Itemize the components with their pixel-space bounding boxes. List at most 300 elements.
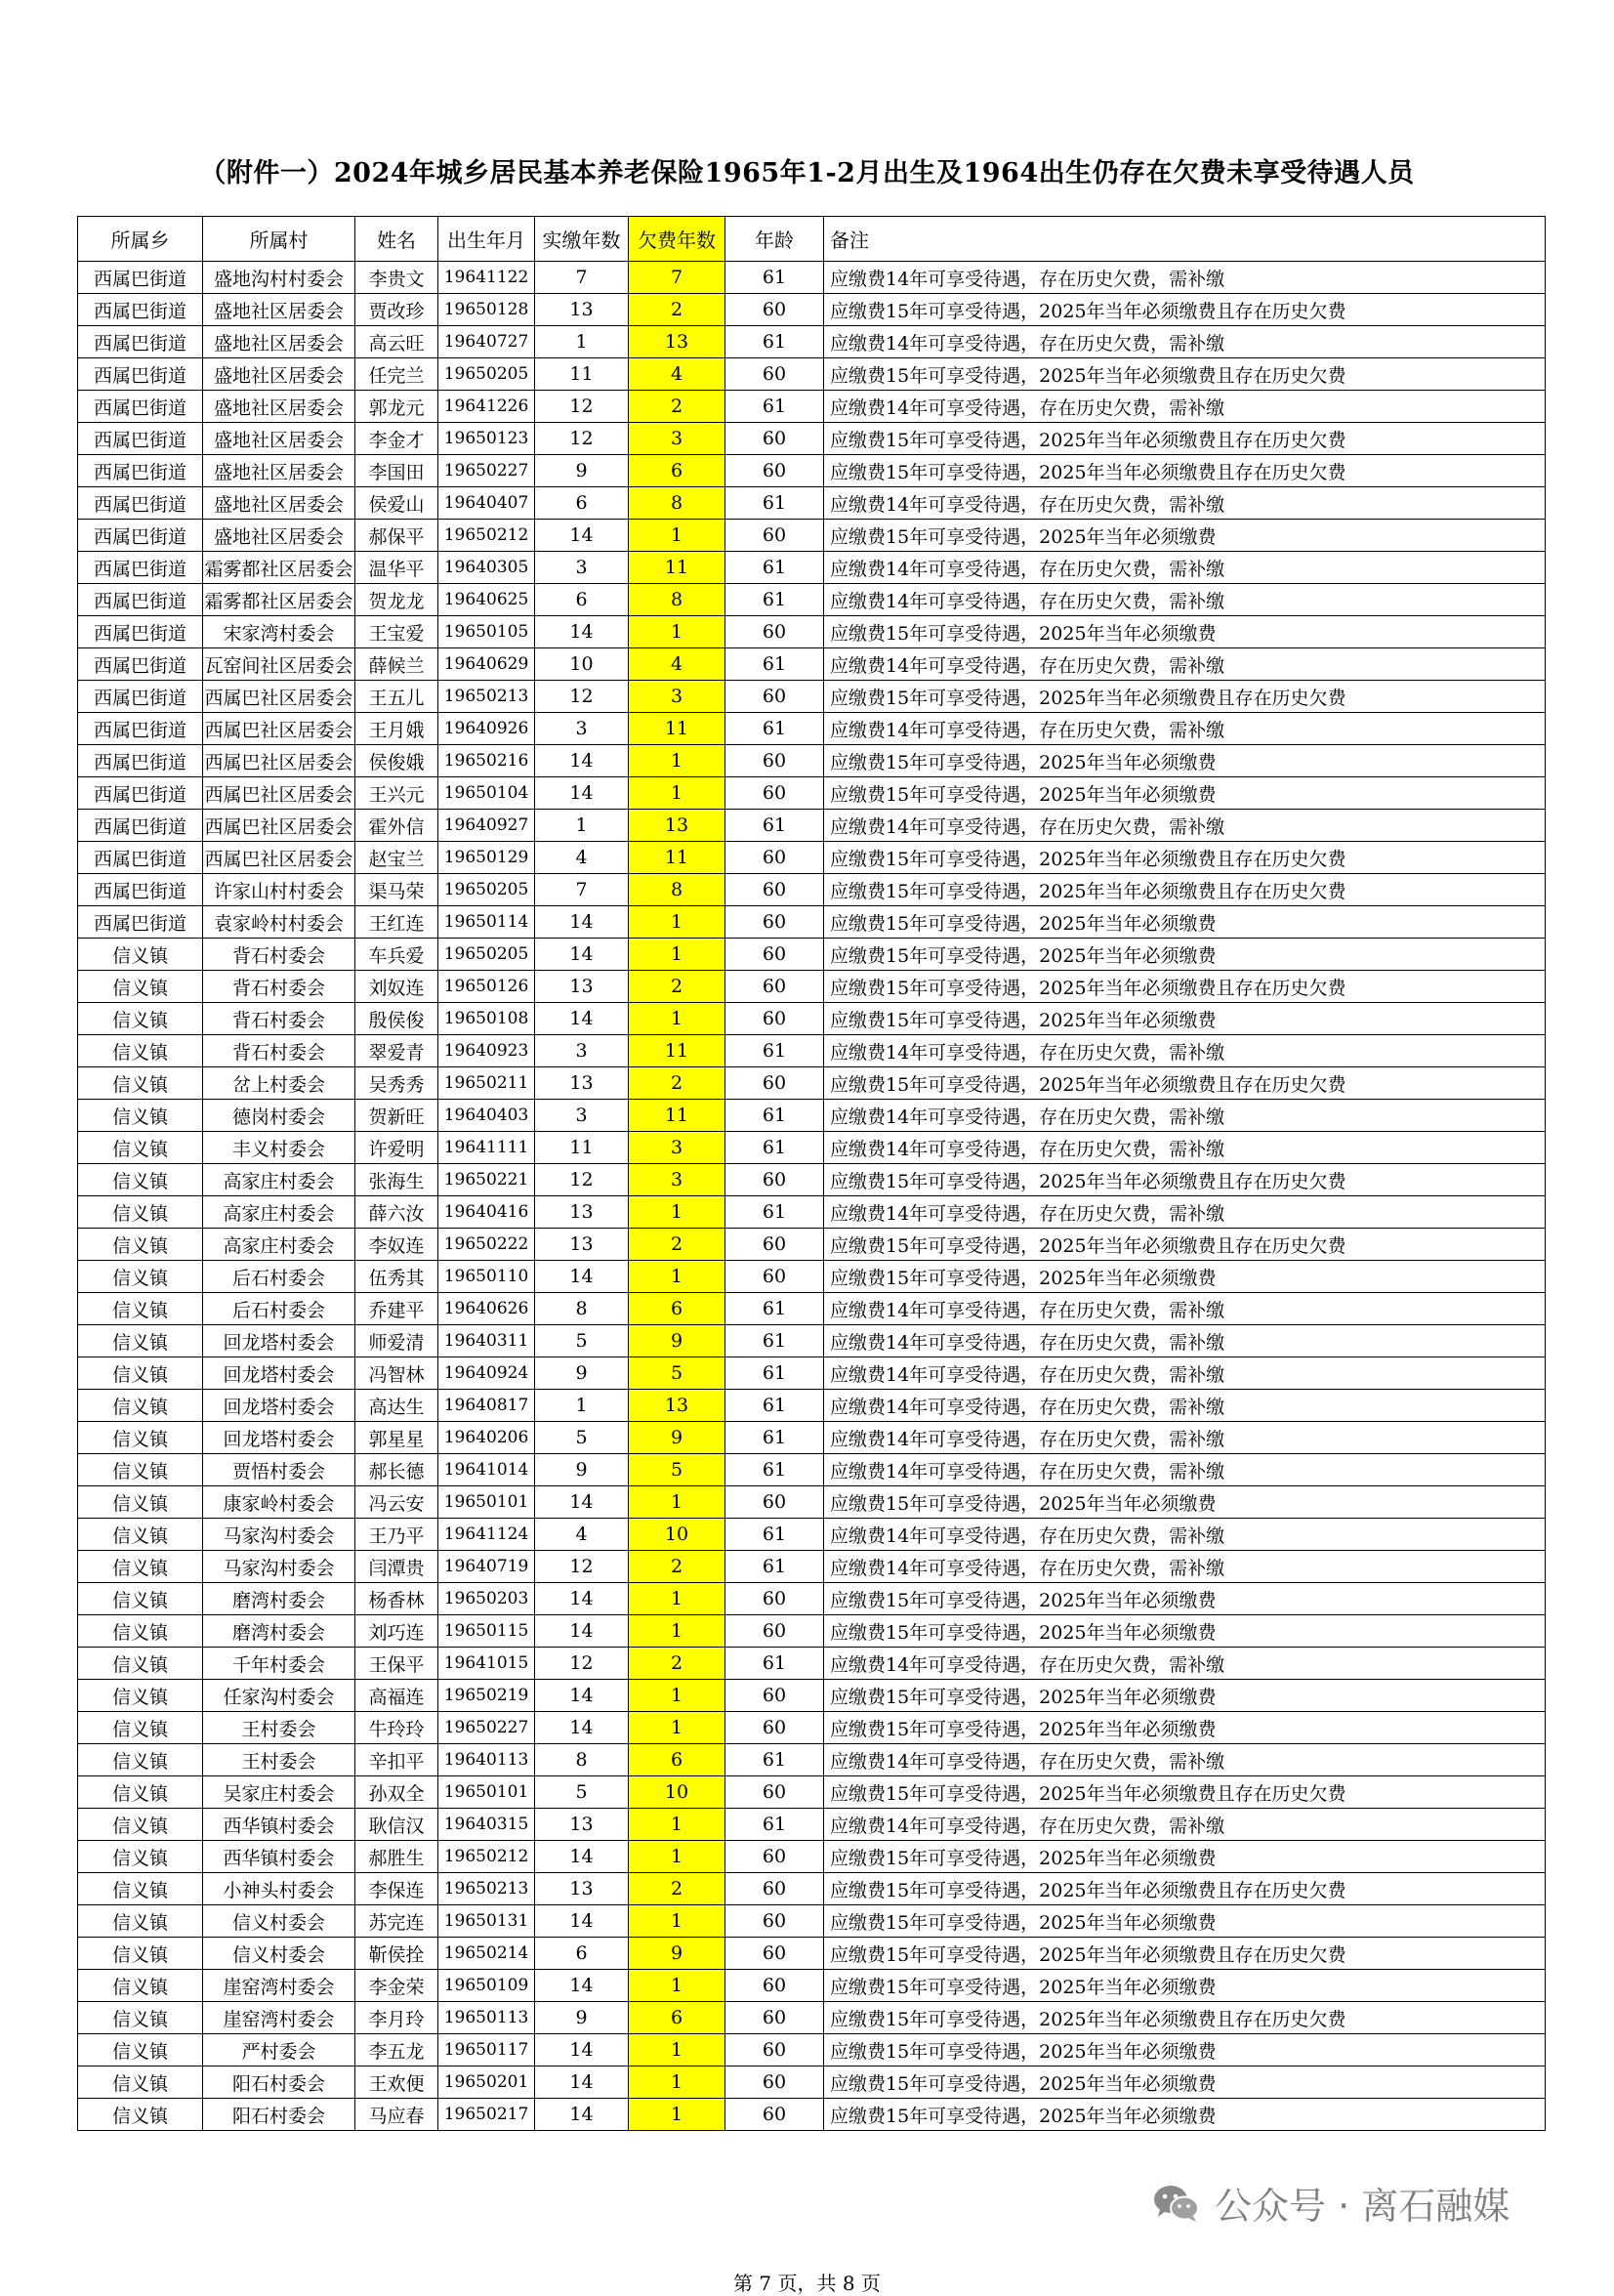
paid-years-cell: 3	[535, 713, 629, 745]
village-cell: 后石村委会	[203, 1293, 355, 1325]
name-cell: 王保平	[355, 1648, 438, 1680]
birth-cell: 19650117	[438, 2034, 535, 2066]
paid-years-cell: 8	[535, 1293, 629, 1325]
table-row	[78, 584, 1546, 616]
village-cell: 霜雾都社区居委会	[203, 584, 355, 616]
township-cell: 信义镇	[78, 2002, 203, 2034]
remark-cell: 应缴费15年可享受待遇，2025年当年必须缴费	[824, 1583, 1546, 1615]
page-footer: 第 7 页，共 8 页	[733, 2272, 881, 2295]
remark-cell: 应缴费14年可享受待遇，存在历史欠费，需补缴	[824, 262, 1546, 294]
name-cell: 闫潭贵	[355, 1551, 438, 1583]
remark-cell: 应缴费14年可享受待遇，存在历史欠费，需补缴	[824, 326, 1546, 358]
age-cell: 60	[725, 2066, 824, 2099]
township-cell: 信义镇	[78, 1712, 203, 1744]
age-cell: 60	[725, 971, 824, 1003]
name-cell: 王宝爱	[355, 616, 438, 648]
village-cell: 高家庄村委会	[203, 1196, 355, 1229]
remark-cell: 应缴费15年可享受待遇，2025年当年必须缴费	[824, 1003, 1546, 1035]
name-cell: 高福连	[355, 1680, 438, 1712]
age-cell: 60	[725, 1841, 824, 1873]
paid-years-cell: 11	[535, 358, 629, 391]
township-cell: 信义镇	[78, 2066, 203, 2099]
birth-cell: 19650101	[438, 1776, 535, 1809]
age-cell: 60	[725, 1229, 824, 1261]
arrears-years-cell: 2	[629, 1873, 725, 1905]
remark-cell: 应缴费15年可享受待遇，2025年当年必须缴费且存在历史欠费	[824, 358, 1546, 391]
table-row	[78, 2034, 1546, 2066]
table-row	[78, 326, 1546, 358]
age-cell: 60	[725, 1873, 824, 1905]
paid-years-cell: 14	[535, 1583, 629, 1615]
village-cell: 许家山村村委会	[203, 874, 355, 906]
birth-cell: 19640315	[438, 1809, 535, 1841]
arrears-years-cell: 1	[629, 1583, 725, 1615]
remark-cell: 应缴费15年可享受待遇，2025年当年必须缴费	[824, 745, 1546, 777]
arrears-years-cell: 11	[629, 1100, 725, 1132]
township-cell: 西属巴街道	[78, 584, 203, 616]
remark-cell: 应缴费14年可享受待遇，存在历史欠费，需补缴	[824, 713, 1546, 745]
arrears-years-cell: 9	[629, 1325, 725, 1357]
name-cell: 任完兰	[355, 358, 438, 391]
name-cell: 冯智林	[355, 1357, 438, 1390]
paid-years-cell: 6	[535, 1938, 629, 1970]
header-village: 所属村	[203, 217, 355, 262]
table-row	[78, 1519, 1546, 1551]
remark-cell: 应缴费14年可享受待遇，存在历史欠费，需补缴	[824, 1551, 1546, 1583]
birth-cell: 19640113	[438, 1744, 535, 1776]
remark-cell: 应缴费15年可享受待遇，2025年当年必须缴费且存在历史欠费	[824, 971, 1546, 1003]
age-cell: 61	[725, 1390, 824, 1422]
age-cell: 60	[725, 1615, 824, 1648]
township-cell: 信义镇	[78, 1293, 203, 1325]
township-cell: 西属巴街道	[78, 616, 203, 648]
village-cell: 后石村委会	[203, 1261, 355, 1293]
paid-years-cell: 14	[535, 1261, 629, 1293]
township-cell: 西属巴街道	[78, 552, 203, 584]
birth-cell: 19640719	[438, 1551, 535, 1583]
name-cell: 吴秀秀	[355, 1067, 438, 1100]
paid-years-cell: 3	[535, 1100, 629, 1132]
name-cell: 薛候兰	[355, 648, 438, 681]
arrears-years-cell: 1	[629, 1615, 725, 1648]
table-row	[78, 745, 1546, 777]
age-cell: 60	[725, 874, 824, 906]
village-cell: 袁家岭村村委会	[203, 906, 355, 939]
village-cell: 霜雾都社区居委会	[203, 552, 355, 584]
township-cell: 信义镇	[78, 1132, 203, 1164]
paid-years-cell: 4	[535, 842, 629, 874]
birth-cell: 19650115	[438, 1615, 535, 1648]
paid-years-cell: 9	[535, 2002, 629, 2034]
name-cell: 薛六汝	[355, 1196, 438, 1229]
birth-cell: 19650227	[438, 1712, 535, 1744]
table-row	[78, 391, 1546, 423]
township-cell: 信义镇	[78, 1873, 203, 1905]
paid-years-cell: 14	[535, 1712, 629, 1744]
table-row	[78, 294, 1546, 326]
name-cell: 高云旺	[355, 326, 438, 358]
name-cell: 贾改珍	[355, 294, 438, 326]
remark-cell: 应缴费15年可享受待遇，2025年当年必须缴费	[824, 520, 1546, 552]
age-cell: 60	[725, 423, 824, 455]
remark-cell: 应缴费14年可享受待遇，存在历史欠费，需补缴	[824, 1100, 1546, 1132]
paid-years-cell: 14	[535, 616, 629, 648]
village-cell: 盛地社区居委会	[203, 520, 355, 552]
village-cell: 高家庄村委会	[203, 1229, 355, 1261]
remark-cell: 应缴费15年可享受待遇，2025年当年必须缴费	[824, 1841, 1546, 1873]
birth-cell: 19640926	[438, 713, 535, 745]
table-row	[78, 1970, 1546, 2002]
age-cell: 60	[725, 1712, 824, 1744]
age-cell: 61	[725, 326, 824, 358]
township-cell: 信义镇	[78, 1003, 203, 1035]
age-cell: 60	[725, 1583, 824, 1615]
paid-years-cell: 9	[535, 1357, 629, 1390]
birth-cell: 19640407	[438, 487, 535, 520]
village-cell: 严村委会	[203, 2034, 355, 2066]
paid-years-cell: 14	[535, 1905, 629, 1938]
village-cell: 高家庄村委会	[203, 1164, 355, 1196]
remark-cell: 应缴费14年可享受待遇，存在历史欠费，需补缴	[824, 1744, 1546, 1776]
township-cell: 西属巴街道	[78, 906, 203, 939]
birth-cell: 19650110	[438, 1261, 535, 1293]
table-row	[78, 1132, 1546, 1164]
township-cell: 信义镇	[78, 1261, 203, 1293]
remark-cell: 应缴费14年可享受待遇，存在历史欠费，需补缴	[824, 1035, 1546, 1067]
table-row	[78, 1357, 1546, 1390]
table-row	[78, 1003, 1546, 1035]
remark-cell: 应缴费14年可享受待遇，存在历史欠费，需补缴	[824, 1357, 1546, 1390]
village-cell: 背石村委会	[203, 1003, 355, 1035]
village-cell: 盛地社区居委会	[203, 294, 355, 326]
paid-years-cell: 14	[535, 777, 629, 810]
birth-cell: 19650205	[438, 874, 535, 906]
arrears-years-cell: 1	[629, 2034, 725, 2066]
village-cell: 西属巴社区居委会	[203, 810, 355, 842]
arrears-years-cell: 13	[629, 810, 725, 842]
table-row	[78, 616, 1546, 648]
paid-years-cell: 14	[535, 906, 629, 939]
name-cell: 乔建平	[355, 1293, 438, 1325]
arrears-years-cell: 1	[629, 1970, 725, 2002]
township-cell: 信义镇	[78, 1164, 203, 1196]
arrears-years-cell: 8	[629, 584, 725, 616]
birth-cell: 19641124	[438, 1519, 535, 1551]
birth-cell: 19650212	[438, 520, 535, 552]
age-cell: 60	[725, 842, 824, 874]
remark-cell: 应缴费15年可享受待遇，2025年当年必须缴费且存在历史欠费	[824, 2002, 1546, 2034]
village-cell: 回龙塔村委会	[203, 1422, 355, 1454]
village-cell: 回龙塔村委会	[203, 1390, 355, 1422]
remark-cell: 应缴费15年可享受待遇，2025年当年必须缴费且存在历史欠费	[824, 1873, 1546, 1905]
township-cell: 信义镇	[78, 1680, 203, 1712]
village-cell: 西属巴社区居委会	[203, 681, 355, 713]
arrears-years-cell: 2	[629, 1067, 725, 1100]
age-cell: 60	[725, 1067, 824, 1100]
table-row	[78, 1648, 1546, 1680]
arrears-years-cell: 2	[629, 1648, 725, 1680]
birth-cell: 19650227	[438, 455, 535, 487]
table-row	[78, 971, 1546, 1003]
age-cell: 60	[725, 1164, 824, 1196]
village-cell: 康家岭村委会	[203, 1486, 355, 1519]
age-cell: 60	[725, 1938, 824, 1970]
age-cell: 60	[725, 1970, 824, 2002]
arrears-years-cell: 6	[629, 2002, 725, 2034]
age-cell: 61	[725, 262, 824, 294]
birth-cell: 19650113	[438, 2002, 535, 2034]
paid-years-cell: 14	[535, 1680, 629, 1712]
wechat-icon	[1152, 2183, 1201, 2224]
table-row	[78, 2066, 1546, 2099]
name-cell: 王兴元	[355, 777, 438, 810]
arrears-years-cell: 8	[629, 487, 725, 520]
township-cell: 西属巴街道	[78, 842, 203, 874]
paid-years-cell: 10	[535, 648, 629, 681]
name-cell: 冯云安	[355, 1486, 438, 1519]
remark-cell: 应缴费14年可享受待遇，存在历史欠费，需补缴	[824, 1519, 1546, 1551]
age-cell: 61	[725, 1100, 824, 1132]
arrears-years-cell: 6	[629, 1744, 725, 1776]
village-cell: 岔上村委会	[203, 1067, 355, 1100]
birth-cell: 19650222	[438, 1229, 535, 1261]
table-row	[78, 1583, 1546, 1615]
remark-cell: 应缴费14年可享受待遇，存在历史欠费，需补缴	[824, 552, 1546, 584]
township-cell: 信义镇	[78, 1648, 203, 1680]
birth-cell: 19640206	[438, 1422, 535, 1454]
table-row	[78, 1100, 1546, 1132]
remark-cell: 应缴费15年可享受待遇，2025年当年必须缴费且存在历史欠费	[824, 1067, 1546, 1100]
village-cell: 盛地社区居委会	[203, 423, 355, 455]
township-cell: 信义镇	[78, 939, 203, 971]
remark-cell: 应缴费15年可享受待遇，2025年当年必须缴费	[824, 2034, 1546, 2066]
village-cell: 回龙塔村委会	[203, 1357, 355, 1390]
village-cell: 盛地社区居委会	[203, 455, 355, 487]
village-cell: 贾悟村委会	[203, 1454, 355, 1486]
name-cell: 耿信汉	[355, 1809, 438, 1841]
remark-cell: 应缴费15年可享受待遇，2025年当年必须缴费	[824, 1615, 1546, 1648]
birth-cell: 19640311	[438, 1325, 535, 1357]
village-cell: 千年村委会	[203, 1648, 355, 1680]
birth-cell: 19650131	[438, 1905, 535, 1938]
arrears-years-cell: 3	[629, 681, 725, 713]
table-row	[78, 1551, 1546, 1583]
table-row	[78, 455, 1546, 487]
name-cell: 郝长德	[355, 1454, 438, 1486]
township-cell: 信义镇	[78, 1583, 203, 1615]
name-cell: 王红连	[355, 906, 438, 939]
table-row	[78, 1809, 1546, 1841]
remark-cell: 应缴费15年可享受待遇，2025年当年必须缴费	[824, 906, 1546, 939]
paid-years-cell: 14	[535, 2034, 629, 2066]
village-cell: 马家沟村委会	[203, 1519, 355, 1551]
age-cell: 60	[725, 2034, 824, 2066]
header-arrears-years: 欠费年数	[629, 217, 725, 262]
paid-years-cell: 14	[535, 2066, 629, 2099]
paid-years-cell: 13	[535, 1873, 629, 1905]
age-cell: 61	[725, 552, 824, 584]
village-cell: 盛地沟村村委会	[203, 262, 355, 294]
paid-years-cell: 11	[535, 1132, 629, 1164]
village-cell: 西属巴社区居委会	[203, 777, 355, 810]
arrears-years-cell: 13	[629, 326, 725, 358]
arrears-years-cell: 11	[629, 552, 725, 584]
age-cell: 61	[725, 1744, 824, 1776]
birth-cell: 19640629	[438, 648, 535, 681]
name-cell: 李金荣	[355, 1970, 438, 2002]
name-cell: 高达生	[355, 1390, 438, 1422]
birth-cell: 19641226	[438, 391, 535, 423]
table-row	[78, 1744, 1546, 1776]
name-cell: 郝保平	[355, 520, 438, 552]
age-cell: 60	[725, 616, 824, 648]
remark-cell: 应缴费15年可享受待遇，2025年当年必须缴费	[824, 1261, 1546, 1293]
paid-years-cell: 9	[535, 455, 629, 487]
birth-cell: 19650129	[438, 842, 535, 874]
arrears-years-cell: 1	[629, 1680, 725, 1712]
arrears-years-cell: 3	[629, 1164, 725, 1196]
table-row	[78, 1938, 1546, 1970]
paid-years-cell: 12	[535, 423, 629, 455]
name-cell: 李五龙	[355, 2034, 438, 2066]
arrears-years-cell: 11	[629, 842, 725, 874]
village-cell: 崖窑湾村委会	[203, 1970, 355, 2002]
arrears-years-cell: 13	[629, 1390, 725, 1422]
remark-cell: 应缴费15年可享受待遇，2025年当年必须缴费且存在历史欠费	[824, 681, 1546, 713]
table-row	[78, 1067, 1546, 1100]
age-cell: 61	[725, 1519, 824, 1551]
remark-cell: 应缴费15年可享受待遇，2025年当年必须缴费且存在历史欠费	[824, 842, 1546, 874]
arrears-years-cell: 4	[629, 648, 725, 681]
paid-years-cell: 3	[535, 1035, 629, 1067]
paid-years-cell: 12	[535, 391, 629, 423]
remark-cell: 应缴费15年可享受待遇，2025年当年必须缴费且存在历史欠费	[824, 1229, 1546, 1261]
age-cell: 61	[725, 1454, 824, 1486]
arrears-years-cell: 1	[629, 777, 725, 810]
birth-cell: 19650216	[438, 745, 535, 777]
name-cell: 王月娥	[355, 713, 438, 745]
table-row	[78, 1261, 1546, 1293]
paid-years-cell: 1	[535, 326, 629, 358]
arrears-years-cell: 1	[629, 1486, 725, 1519]
table-row	[78, 1454, 1546, 1486]
age-cell: 61	[725, 648, 824, 681]
birth-cell: 19640727	[438, 326, 535, 358]
birth-cell: 19640625	[438, 584, 535, 616]
arrears-years-cell: 1	[629, 1003, 725, 1035]
table-row	[78, 358, 1546, 391]
table-row	[78, 1712, 1546, 1744]
paid-years-cell: 14	[535, 1486, 629, 1519]
township-cell: 信义镇	[78, 1905, 203, 1938]
name-cell: 李金才	[355, 423, 438, 455]
arrears-years-cell: 6	[629, 455, 725, 487]
paid-years-cell: 14	[535, 1841, 629, 1873]
table-row	[78, 552, 1546, 584]
name-cell: 王五儿	[355, 681, 438, 713]
arrears-years-cell: 1	[629, 906, 725, 939]
birth-cell: 19640626	[438, 1293, 535, 1325]
remark-cell: 应缴费14年可享受待遇，存在历史欠费，需补缴	[824, 1325, 1546, 1357]
header-township: 所属乡	[78, 217, 203, 262]
name-cell: 李月玲	[355, 2002, 438, 2034]
table-row	[78, 842, 1546, 874]
birth-cell: 19641122	[438, 262, 535, 294]
paid-years-cell: 4	[535, 1519, 629, 1551]
age-cell: 61	[725, 1132, 824, 1164]
name-cell: 王欢便	[355, 2066, 438, 2099]
paid-years-cell: 12	[535, 1164, 629, 1196]
arrears-years-cell: 3	[629, 1132, 725, 1164]
remark-cell: 应缴费14年可享受待遇，存在历史欠费，需补缴	[824, 1390, 1546, 1422]
age-cell: 60	[725, 1261, 824, 1293]
birth-cell: 19650126	[438, 971, 535, 1003]
birth-cell: 19650108	[438, 1003, 535, 1035]
table-row	[78, 777, 1546, 810]
paid-years-cell: 13	[535, 971, 629, 1003]
table-row	[78, 713, 1546, 745]
paid-years-cell: 5	[535, 1776, 629, 1809]
paid-years-cell: 12	[535, 681, 629, 713]
table-row	[78, 681, 1546, 713]
remark-cell: 应缴费15年可享受待遇，2025年当年必须缴费	[824, 1680, 1546, 1712]
table-row	[78, 2099, 1546, 2131]
name-cell: 李贵文	[355, 262, 438, 294]
township-cell: 西属巴街道	[78, 874, 203, 906]
arrears-years-cell: 2	[629, 1229, 725, 1261]
township-cell: 西属巴街道	[78, 294, 203, 326]
table-row	[78, 262, 1546, 294]
township-cell: 信义镇	[78, 1809, 203, 1841]
township-cell: 西属巴街道	[78, 745, 203, 777]
birth-cell: 19650213	[438, 1873, 535, 1905]
age-cell: 60	[725, 777, 824, 810]
paid-years-cell: 7	[535, 874, 629, 906]
remark-cell: 应缴费15年可享受待遇，2025年当年必须缴费	[824, 1905, 1546, 1938]
village-cell: 背石村委会	[203, 1035, 355, 1067]
age-cell: 61	[725, 1196, 824, 1229]
township-cell: 西属巴街道	[78, 487, 203, 520]
remark-cell: 应缴费15年可享受待遇，2025年当年必须缴费	[824, 616, 1546, 648]
township-cell: 西属巴街道	[78, 423, 203, 455]
township-cell: 西属巴街道	[78, 326, 203, 358]
age-cell: 60	[725, 1776, 824, 1809]
arrears-years-cell: 2	[629, 294, 725, 326]
paid-years-cell: 1	[535, 810, 629, 842]
remark-cell: 应缴费15年可享受待遇，2025年当年必须缴费	[824, 1712, 1546, 1744]
header-name: 姓名	[355, 217, 438, 262]
remark-cell: 应缴费15年可享受待遇，2025年当年必须缴费	[824, 1970, 1546, 2002]
name-cell: 贺新旺	[355, 1100, 438, 1132]
township-cell: 西属巴街道	[78, 358, 203, 391]
birth-cell: 19650214	[438, 1938, 535, 1970]
arrears-years-cell: 9	[629, 1938, 725, 1970]
township-cell: 信义镇	[78, 1454, 203, 1486]
age-cell: 60	[725, 1486, 824, 1519]
township-cell: 信义镇	[78, 1100, 203, 1132]
remark-cell: 应缴费15年可享受待遇，2025年当年必须缴费且存在历史欠费	[824, 1776, 1546, 1809]
township-cell: 信义镇	[78, 1970, 203, 2002]
age-cell: 60	[725, 455, 824, 487]
paid-years-cell: 13	[535, 1196, 629, 1229]
table-row	[78, 1293, 1546, 1325]
township-cell: 信义镇	[78, 1390, 203, 1422]
remark-cell: 应缴费14年可享受待遇，存在历史欠费，需补缴	[824, 648, 1546, 681]
township-cell: 西属巴街道	[78, 262, 203, 294]
remark-cell: 应缴费14年可享受待遇，存在历史欠费，需补缴	[824, 1454, 1546, 1486]
village-cell: 王村委会	[203, 1712, 355, 1744]
arrears-years-cell: 10	[629, 1519, 725, 1551]
